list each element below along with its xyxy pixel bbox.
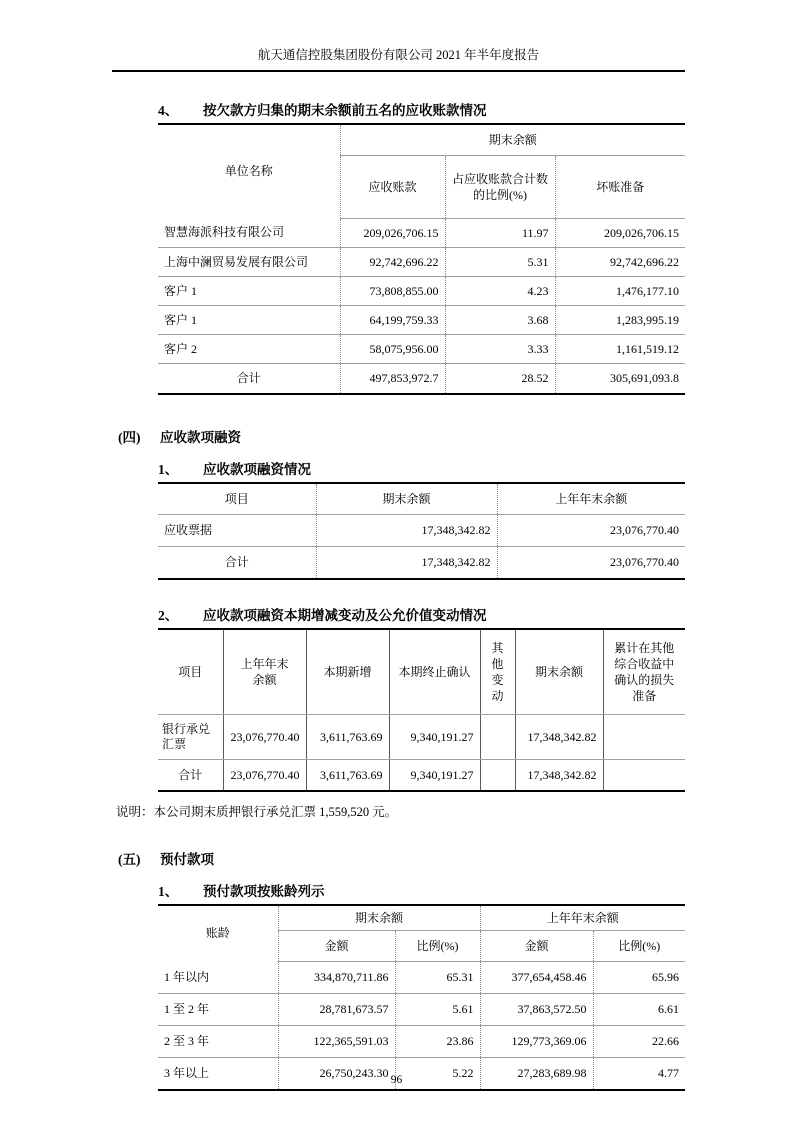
col-bad-debt-provision: 坏账准备: [555, 156, 685, 219]
prior-ratio-cell: 65.96: [593, 962, 685, 994]
table-total-row: [158, 547, 685, 580]
col-unit-name: 单位名称: [224, 164, 273, 179]
col-ratio-line2: 的比例(%): [473, 188, 527, 202]
aging-cell: 1 至 2 年: [158, 994, 278, 1026]
col-loss-line4: 准备: [632, 689, 657, 703]
section-si1-heading: [158, 461, 685, 479]
ending-ratio-cell: 5.22: [395, 1058, 480, 1091]
col-loss-provision: [603, 629, 685, 715]
col-derecognized: 本期终止确认: [389, 629, 480, 715]
total-prior-cell: 23,076,770.40: [223, 760, 306, 792]
section-si-title: 应收款项融资: [160, 430, 241, 445]
col-prior-year-balance: 上年年末余额: [497, 483, 685, 515]
col-loss-line2: 综合收益中: [614, 657, 675, 671]
unit-name-cell: 客户 1: [158, 306, 340, 335]
col-group-prior-balance: 上年年末余额: [480, 905, 685, 931]
total-ending-cell: 17,348,342.82: [515, 760, 603, 792]
col-prior-year-balance: [223, 629, 306, 715]
total-new-cell: 3,611,763.69: [306, 760, 389, 792]
table-header-row: [158, 629, 685, 715]
ending-cell: 17,348,342.82: [316, 515, 497, 547]
other-cell: [480, 715, 515, 760]
aging-cell: 2 至 3 年: [158, 1026, 278, 1058]
section-wu-heading: [118, 851, 685, 869]
col-group-ending-balance: 期末余额: [340, 124, 685, 156]
aging-cell: 1 年以内: [158, 962, 278, 994]
section-si-number: (四): [118, 430, 141, 445]
ending-amount-cell: 122,365,591.03: [278, 1026, 395, 1058]
ratio-cell: 5.31: [445, 248, 555, 277]
ending-ratio-cell: 5.61: [395, 994, 480, 1026]
table-row: [158, 715, 685, 760]
section-si2-heading: [158, 607, 685, 625]
section-si2-number: 2、: [158, 608, 179, 623]
ratio-cell: 3.33: [445, 335, 555, 364]
loss-cell: [603, 715, 685, 760]
section-wu1-heading: [158, 883, 685, 901]
doc-header-title: 航天通信控股集团股份有限公司 2021 年半年度报告: [257, 48, 540, 62]
prior-cell: 23,076,770.40: [223, 715, 306, 760]
prior-amount-cell: 37,863,572.50: [480, 994, 593, 1026]
pledge-note: 说明：本公司期末质押银行承兑汇票 1,559,520 元。: [116, 805, 398, 819]
section4-heading: [158, 102, 685, 120]
col-other-changes: [480, 629, 515, 715]
new-cell: 3,611,763.69: [306, 715, 389, 760]
col-prior-line2: 余额: [252, 673, 277, 687]
table-row: [158, 1026, 685, 1058]
unit-name-cell: 上海中澜贸易发展有限公司: [158, 248, 340, 277]
prior-cell: 23,076,770.40: [497, 515, 685, 547]
section4-number: 4、: [158, 103, 179, 118]
col-prior-line1: 上年年末: [240, 657, 289, 671]
ending-amount-cell: 26,750,243.30: [278, 1058, 395, 1091]
table-row: [158, 219, 685, 248]
col-loss-line3: 确认的损失: [614, 673, 675, 687]
col-loss-line1: 累计在其他: [614, 641, 675, 655]
receivable-cell: 64,199,759.33: [340, 306, 445, 335]
ending-cell: 17,348,342.82: [515, 715, 603, 760]
bad-debt-cell: 92,742,696.22: [555, 248, 685, 277]
col-accounts-receivable: 应收账款: [340, 156, 445, 219]
table-total-row: [158, 364, 685, 395]
col-ending-amount: 金额: [278, 931, 395, 962]
table-header-row: [158, 483, 685, 515]
prior-amount-cell: 27,283,689.98: [480, 1058, 593, 1091]
financing-movement-table: [158, 628, 685, 792]
ending-ratio-cell: 65.31: [395, 962, 480, 994]
col-group-ending-balance: 期末余额: [278, 905, 480, 931]
table-row: [158, 335, 685, 364]
receivables-financing-table: [158, 482, 685, 580]
page-number: 96: [390, 1074, 403, 1086]
section-wu1-title: 预付款项按账龄列示: [203, 884, 325, 899]
table-row: [158, 306, 685, 335]
col-prior-amount: 金额: [480, 931, 593, 962]
receivables-top5-table: [158, 123, 685, 395]
section-wu1-number: 1、: [158, 884, 179, 899]
total-label-cell: 合计: [236, 371, 261, 385]
col-ratio-line1: 占应收账款合计数: [451, 172, 548, 186]
ending-ratio-cell: 23.86: [395, 1026, 480, 1058]
prior-ratio-cell: 6.61: [593, 994, 685, 1026]
unit-name-cell: 客户 2: [158, 335, 340, 364]
col-item: 项目: [158, 483, 316, 515]
receivable-cell: 92,742,696.22: [340, 248, 445, 277]
total-other-cell: [480, 760, 515, 792]
unit-name-cell: 智慧海派科技有限公司: [164, 225, 285, 240]
bad-debt-cell: 1,161,519.12: [555, 335, 685, 364]
col-item: 项目: [158, 629, 223, 715]
col-ending-balance: 期末余额: [515, 629, 603, 715]
total-prior-cell: 23,076,770.40: [497, 547, 685, 580]
ratio-cell: 11.97: [445, 219, 555, 248]
total-label-cell: 合计: [178, 767, 203, 782]
total-ratio-cell: 28.52: [445, 364, 555, 395]
prior-amount-cell: 377,654,458.46: [480, 962, 593, 994]
total-ending-cell: 17,348,342.82: [316, 547, 497, 580]
col-additions: 本期新增: [306, 629, 389, 715]
col-aging: 账龄: [205, 926, 230, 941]
receivable-cell: 58,075,956.00: [340, 335, 445, 364]
col-other-changes-text: 其他变动: [491, 641, 504, 703]
unit-name-cell: 客户 1: [158, 277, 340, 306]
table-total-row: [158, 760, 685, 792]
bad-debt-cell: 1,283,995.19: [555, 306, 685, 335]
section-si2-title: 应收款项融资本期增减变动及公允价值变动情况: [203, 608, 487, 623]
section4-title: 按欠款方归集的期末余额前五名的应收账款情况: [203, 103, 487, 118]
ratio-cell: 4.23: [445, 277, 555, 306]
ending-amount-cell: 334,870,711.86: [278, 962, 395, 994]
col-prior-ratio: 比例(%): [593, 931, 685, 962]
prior-amount-cell: 129,773,369.06: [480, 1026, 593, 1058]
total-loss-cell: [603, 760, 685, 792]
page-content: [112, 0, 685, 1091]
bad-debt-cell: 209,026,706.15: [555, 219, 685, 248]
total-label-cell: 合计: [224, 555, 249, 569]
section-si1-number: 1、: [158, 462, 179, 477]
prepayments-aging-table: [158, 904, 685, 1091]
section-si-heading: [118, 429, 685, 447]
table-row: [158, 962, 685, 994]
total-bad-debt-cell: 305,691,093.8: [555, 364, 685, 395]
bad-debt-cell: 1,476,177.10: [555, 277, 685, 306]
total-receivable-cell: 497,853,972.7: [340, 364, 445, 395]
table-row: [158, 515, 685, 547]
section-wu-number: (五): [118, 852, 141, 867]
table-group-header-row: [158, 124, 685, 156]
table-row: [158, 248, 685, 277]
item-cell: 应收票据: [158, 515, 316, 547]
table-group-header-row: [158, 905, 685, 931]
ending-amount-cell: 28,781,673.57: [278, 994, 395, 1026]
table-row: [158, 277, 685, 306]
section-wu-title: 预付款项: [160, 852, 214, 867]
section-si1-title: 应收款项融资情况: [203, 462, 311, 477]
receivable-cell: 73,808,855.00: [340, 277, 445, 306]
total-derecognized-cell: 9,340,191.27: [389, 760, 480, 792]
prior-ratio-cell: 22.66: [593, 1026, 685, 1058]
prior-ratio-cell: 4.77: [593, 1058, 685, 1091]
receivable-cell: 209,026,706.15: [340, 219, 445, 248]
doc-header: [112, 0, 685, 72]
col-ending-balance: 期末余额: [316, 483, 497, 515]
col-ending-ratio: 比例(%): [395, 931, 480, 962]
col-ratio: [445, 156, 555, 219]
ratio-cell: 3.68: [445, 306, 555, 335]
table-row: [158, 994, 685, 1026]
aging-cell: 3 年以上: [164, 1066, 210, 1080]
derecognized-cell: 9,340,191.27: [389, 715, 480, 760]
item-cell: 银行承兑汇票: [158, 715, 223, 760]
